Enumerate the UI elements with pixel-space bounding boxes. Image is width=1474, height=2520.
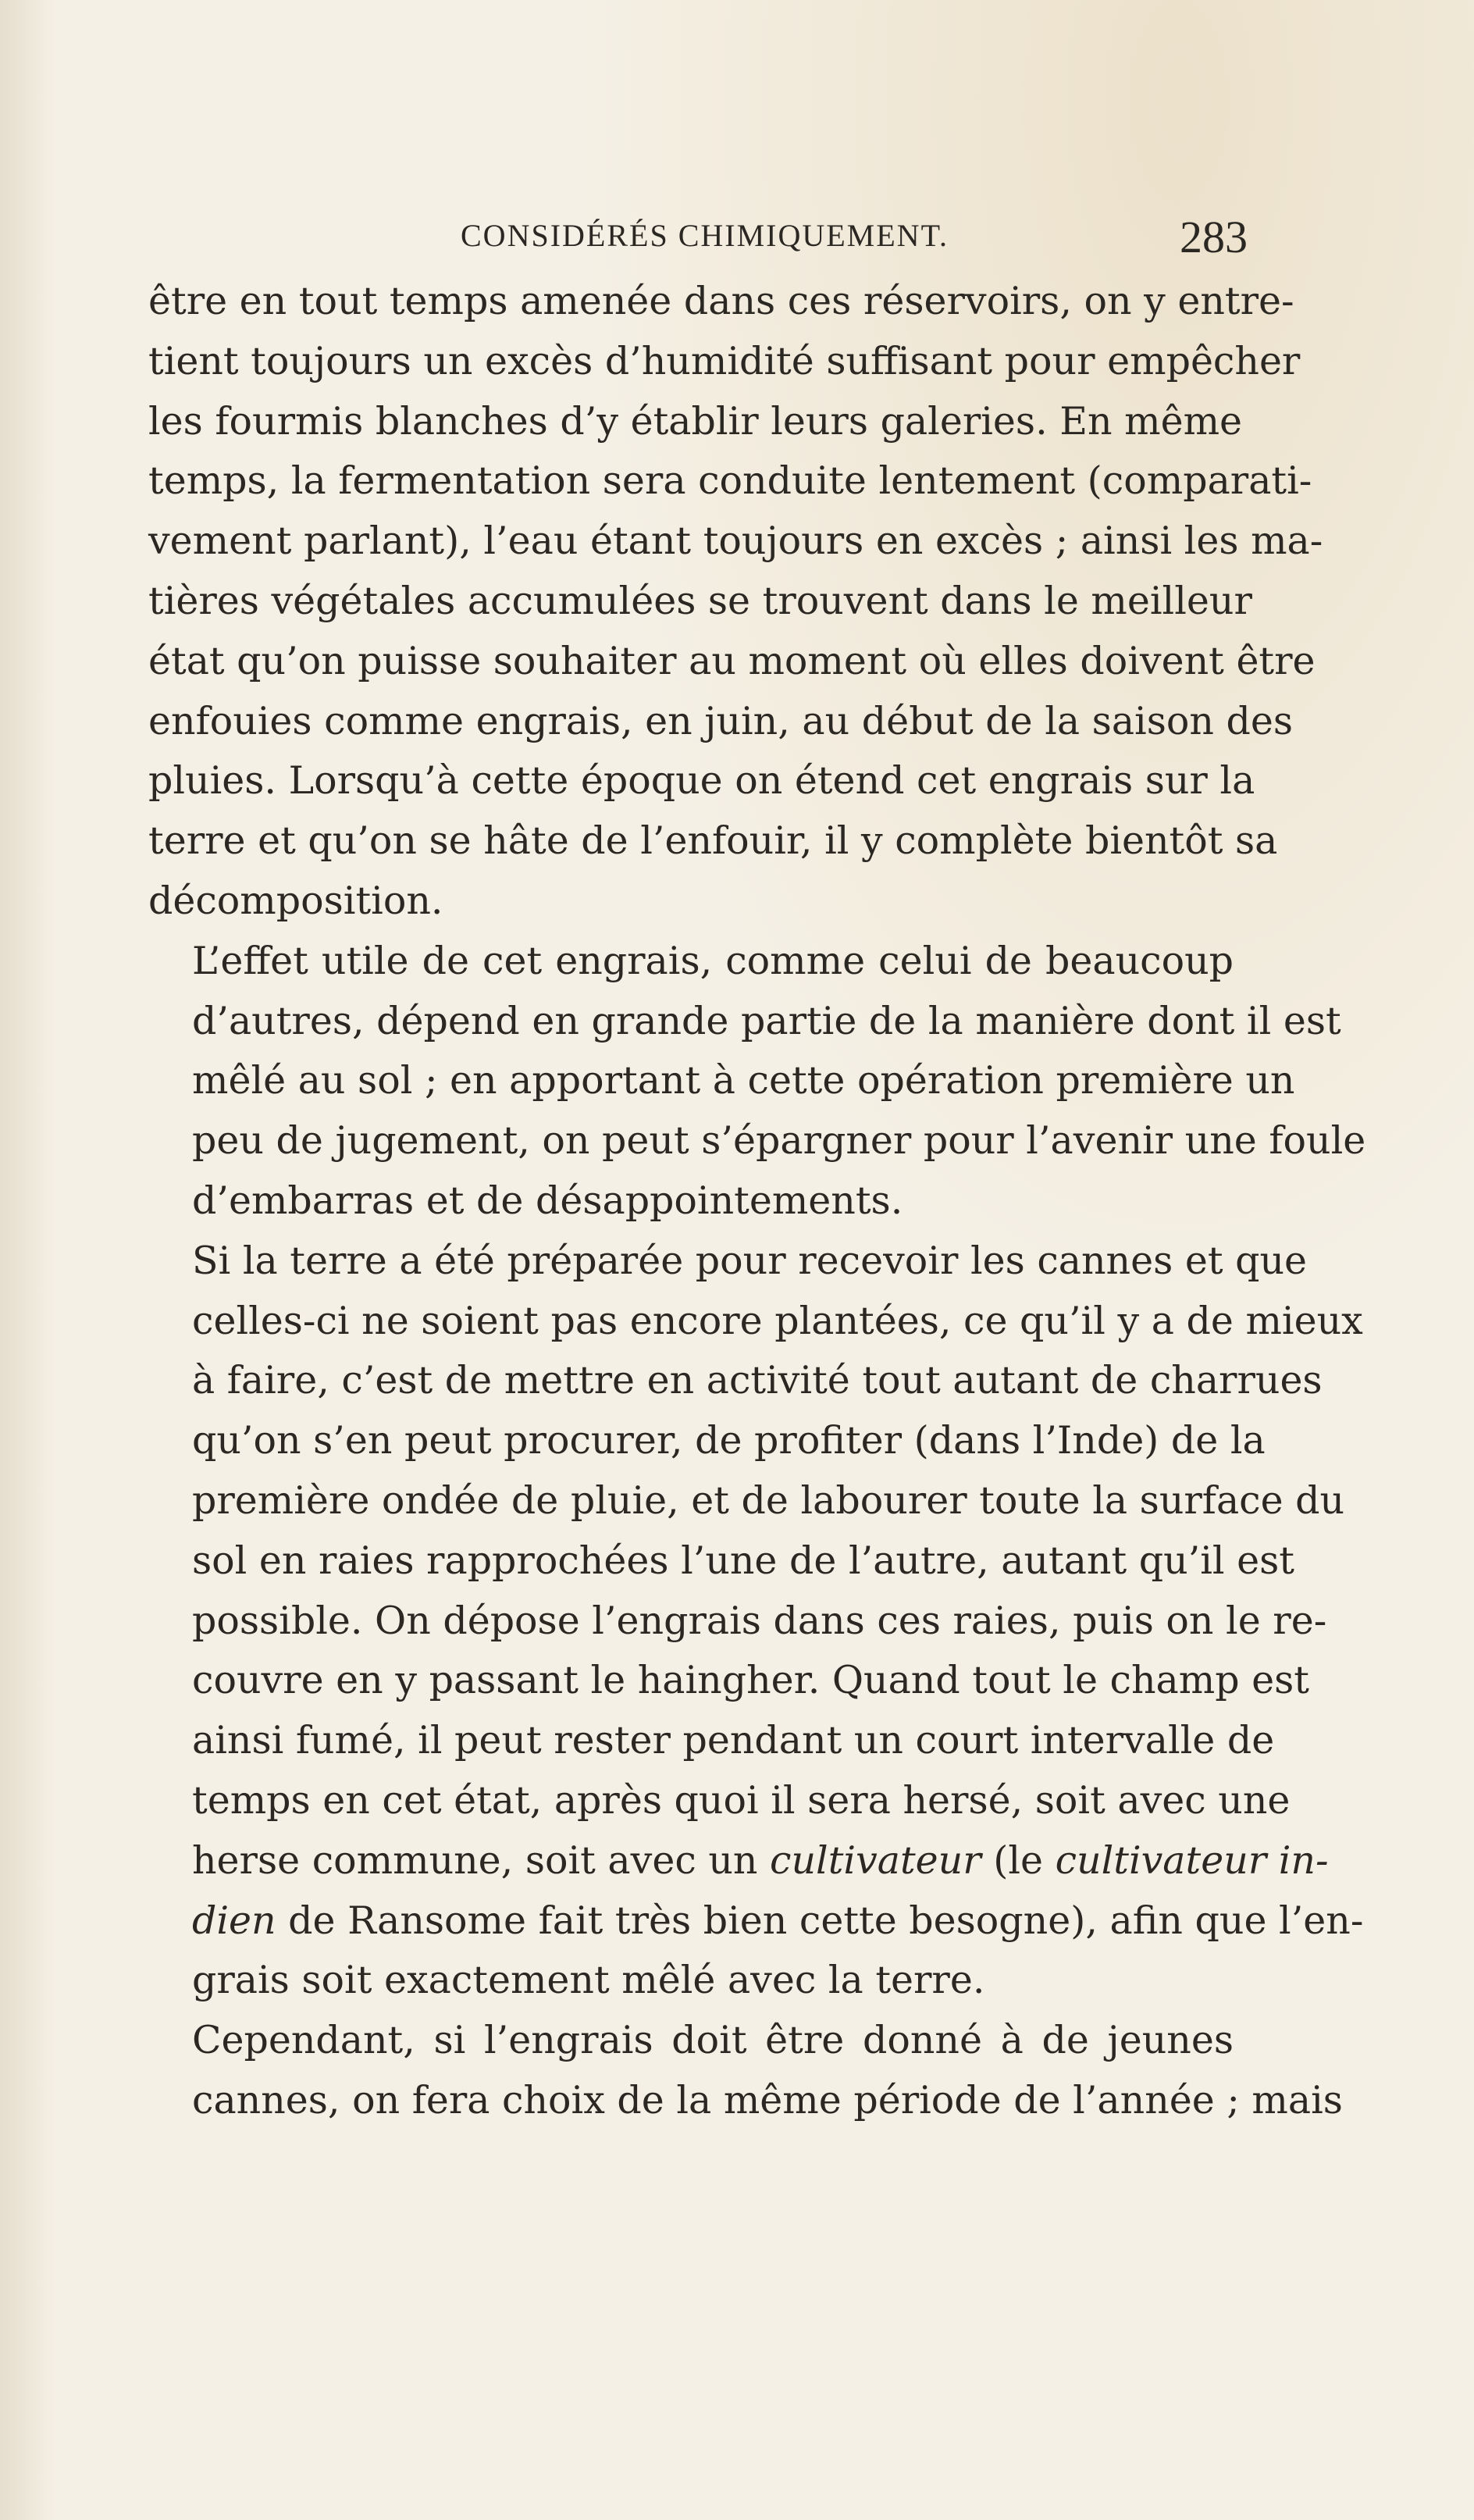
text-line [148, 1891, 1364, 1951]
paragraph [148, 2011, 1343, 2131]
text-line: pluies. Lorsqu’à cette époque on étend cet engrais sur la [148, 758, 1255, 804]
text-line: première ondée de pluie, et de labourer toute la surface du [192, 1477, 1345, 1523]
paragraph [148, 932, 1366, 1231]
text-run: herse commune, soit avec un [192, 1837, 771, 1883]
italic-term: cultivateur [770, 1837, 981, 1883]
text-line: d’embarras et de désappointements. [192, 1178, 903, 1223]
italic-term: dien [192, 1898, 276, 1943]
text-line [148, 1831, 1329, 1891]
text-line: possible. On dépose l’engrais dans ces raies, puis on le re- [192, 1598, 1327, 1643]
text-line: décomposition. [148, 878, 443, 923]
text-line: L’effet utile de cet engrais, comme celui de beaucoup [192, 938, 1234, 983]
text-line: d’autres, dépend en grande partie de la manière dont il est [192, 998, 1341, 1043]
paragraph [148, 1231, 1364, 2011]
text-line: Si la terre a été préparée pour recevoir les cannes et que [192, 1238, 1308, 1283]
text-line: vement parlant), l’eau étant toujours en excès ; ainsi les ma- [148, 519, 1323, 564]
body-text [148, 272, 1366, 2131]
text-run: (le [981, 1837, 1056, 1883]
text-line: mêlé au sol ; en apportant à cette opération première un [192, 1058, 1295, 1103]
text-line: terre et qu’on se hâte de l’enfouir, il y complète bientôt sa [148, 818, 1278, 864]
text-line: à faire, c’est de mettre en activité tout autant de charrues [192, 1358, 1323, 1403]
text-line: peu de jugement, on peut s’épargner pour l’avenir une foule [192, 1118, 1366, 1164]
text-line: les fourmis blanches d’y établir leurs galeries. En même [148, 398, 1243, 444]
paragraph [148, 272, 1323, 932]
text-run: de Ransome fait très bien cette besogne), afin que l’en- [276, 1898, 1364, 1943]
text-line: ainsi fumé, il peut rester pendant un court intervalle de [192, 1718, 1275, 1763]
text-line: grais soit exactement mêlé avec la terre. [192, 1958, 985, 2003]
text-line: tières végétales accumulées se trouvent dans le meilleur [148, 578, 1252, 623]
text-line: être en tout temps amenée dans ces réservoirs, on y entre- [148, 279, 1294, 323]
text-line: celles-ci ne soient pas encore plantées, ce qu’il y a de mieux [192, 1298, 1363, 1343]
text-line: temps en cet état, après quoi il sera hersé, soit avec une [192, 1777, 1291, 1823]
running-title: CONSIDÉRÉS CHIMIQUEMENT. [461, 218, 949, 253]
text-line: Cependant, si l’engrais doit être donné à de jeunes [192, 2018, 1234, 2063]
text-line: sol en raies rapprochées l’une de l’autre, autant qu’il est [192, 1538, 1294, 1583]
text-line: qu’on s’en peut procurer, de profiter (dans l’Inde) de la [192, 1418, 1266, 1463]
text-line: enfouies comme engrais, en juin, au début de la saison des [148, 698, 1294, 743]
text-line: cannes, on fera choix de la même période de l’année ; mais [192, 2077, 1343, 2123]
italic-term: cultivateur in- [1055, 1837, 1329, 1883]
text-line: état qu’on puisse souhaiter au moment où elles doivent être [148, 638, 1316, 683]
text-line: temps, la fermentation sera conduite lentement (comparati- [148, 458, 1312, 504]
running-head [461, 211, 1248, 266]
text-line: couvre en y passant le haingher. Quand tout le champ est [192, 1658, 1310, 1703]
page-number: 283 [1180, 212, 1248, 262]
text-line: tient toujours un excès d’humidité suffisant pour empêcher [148, 338, 1301, 383]
